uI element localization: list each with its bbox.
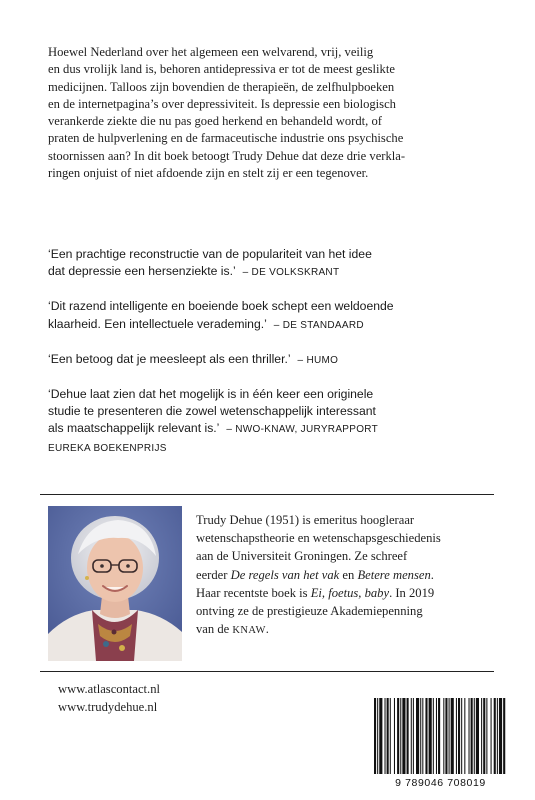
barcode-bar bbox=[458, 698, 460, 774]
review-quotes bbox=[48, 246, 500, 474]
barcode-bar bbox=[429, 698, 432, 774]
blurb-line: stoornissen aan? In dit boek betoogt Trudy Dehue dat deze drie verkla- bbox=[48, 148, 406, 163]
blurb-line: Hoewel Nederland over het algemeen een welvarend, vrij, veilig bbox=[48, 45, 374, 59]
barcode-bar bbox=[422, 698, 423, 774]
quote-source: – HUMO bbox=[297, 354, 339, 366]
author-portrait-illustration bbox=[48, 506, 182, 661]
divider-top bbox=[40, 494, 494, 495]
barcode-bar bbox=[420, 698, 421, 774]
barcode-bars bbox=[366, 694, 515, 778]
barcode-bar bbox=[433, 698, 434, 774]
bio-line: eerder bbox=[196, 567, 231, 582]
quote-source-continued: EUREKA BOEKENPRIJS bbox=[48, 442, 167, 454]
barcode-bar bbox=[425, 698, 427, 774]
quote-line: klaarheid. Een intellectuele verademing.’ bbox=[48, 316, 267, 331]
blurb-line: en de internetpagina’s over depressiviteit. Is depressie een biologisch bbox=[48, 96, 396, 111]
barcode-bar bbox=[456, 698, 457, 774]
barcode-bar bbox=[469, 698, 470, 774]
review-quote bbox=[48, 246, 500, 281]
barcode-bar bbox=[449, 698, 450, 774]
book-title: Ei, foetus, baby bbox=[310, 585, 390, 600]
blurb-line: verankerde ziekte die nu pas goed herkend en behandeld wordt, of bbox=[48, 114, 382, 129]
barcode-bar bbox=[481, 698, 482, 774]
barcode-bar bbox=[400, 698, 401, 774]
barcode-number: 9 789046 708019 bbox=[395, 777, 486, 789]
bio-line: aan de Universiteit Groningen. Ze schreef bbox=[196, 549, 408, 564]
barcode-bar bbox=[486, 698, 487, 774]
quote-line: ‘Dehue laat zien dat het mogelijk is in één keer een originele bbox=[48, 387, 374, 402]
quote-line: dat depressie een hersenziekte is.’ bbox=[48, 264, 236, 279]
barcode-bar bbox=[413, 698, 414, 774]
barcode-bar bbox=[394, 698, 395, 774]
website-link-publisher[interactable]: www.atlascontact.nl bbox=[58, 682, 160, 696]
author-photo bbox=[48, 506, 182, 661]
barcode-bar bbox=[445, 698, 447, 774]
barcode-bar bbox=[390, 698, 391, 774]
barcode-bar bbox=[476, 698, 479, 774]
barcode-bar bbox=[471, 698, 473, 774]
barcode-bar bbox=[503, 698, 505, 774]
book-title: De regels van het vak bbox=[230, 567, 340, 582]
barcode-bar bbox=[483, 698, 485, 774]
barcode-bar bbox=[474, 698, 475, 774]
barcode-bar bbox=[387, 698, 389, 774]
barcode-bar bbox=[451, 698, 454, 774]
bio-line: van de bbox=[196, 622, 233, 637]
bio-line: wetenschapstheorie en wetenschapsgeschiedenis bbox=[196, 531, 441, 546]
barcode-bar bbox=[385, 698, 386, 774]
barcode-bar bbox=[416, 698, 419, 774]
website-link-author[interactable]: www.trudydehue.nl bbox=[58, 699, 158, 714]
barcode-bar bbox=[374, 698, 376, 774]
quote-line: ‘Een prachtige reconstructie van de populariteit van het idee bbox=[48, 247, 372, 261]
quote-line: ‘Dit razend intelligente en boeiende boek schept een weldoende bbox=[48, 299, 394, 314]
barcode-bar bbox=[494, 698, 496, 774]
barcode-bar bbox=[436, 698, 437, 774]
quote-source: – DE STANDAARD bbox=[273, 319, 364, 331]
divider-bottom bbox=[40, 671, 494, 672]
blurb-line: medicijnen. Talloos zijn bovendien de therapieën, de zelfhulpboeken bbox=[48, 79, 395, 94]
review-quote bbox=[48, 386, 500, 457]
barcode-bar bbox=[397, 698, 399, 774]
bio-line: Haar recentste boek is bbox=[196, 585, 311, 600]
isbn-barcode bbox=[366, 694, 515, 800]
review-quote bbox=[48, 298, 500, 333]
quote-source: – DE VOLKSKRANT bbox=[242, 267, 340, 279]
barcode-bar bbox=[402, 698, 405, 774]
bio-text: . In 2019 bbox=[389, 585, 435, 600]
review-quote bbox=[48, 351, 500, 369]
blurb-line: ringen onjuist of niet afdoende zijn en stelt zij er een tegenover. bbox=[48, 166, 369, 181]
blurb-line: praten de hulpverlening en de farmaceutische industrie ons psychische bbox=[48, 131, 404, 146]
barcode-bar bbox=[464, 698, 465, 774]
barcode-bar bbox=[491, 698, 492, 774]
barcode-bar bbox=[443, 698, 444, 774]
barcode-bar bbox=[438, 698, 440, 774]
quote-line: ‘Een betoog dat je meesleept als een thriller.’ bbox=[48, 351, 291, 366]
barcode-bar bbox=[461, 698, 462, 774]
bio-text: en bbox=[339, 567, 358, 582]
barcode-bar bbox=[377, 698, 378, 774]
bio-text: . bbox=[265, 622, 269, 637]
quote-line: als maatschappelijk relevant is.’ bbox=[48, 421, 219, 436]
barcode-bar bbox=[411, 698, 412, 774]
barcode-bar bbox=[379, 698, 382, 774]
back-cover-blurb bbox=[48, 44, 496, 182]
bio-text: . bbox=[430, 567, 434, 582]
quote-line: studie te presenteren die zowel wetenschappelijk interessant bbox=[48, 404, 376, 419]
author-bio bbox=[196, 511, 496, 640]
barcode-bar bbox=[499, 698, 502, 774]
bio-line: ontving ze de prestigieuze Akademiepenning bbox=[196, 604, 423, 619]
organization-name: KNAW bbox=[232, 625, 266, 637]
quote-source: – NWO-KNAW, JURYRAPPORT bbox=[226, 424, 379, 436]
website-links bbox=[58, 681, 160, 716]
barcode-bar bbox=[497, 698, 498, 774]
barcode-bar bbox=[407, 698, 409, 774]
book-title: Betere mensen bbox=[357, 567, 431, 582]
blurb-line: en dus vrolijk land is, behoren antidepressiva er tot de meest geslikte bbox=[48, 62, 395, 77]
bio-line: Trudy Dehue (1951) is emeritus hoogleraar bbox=[196, 513, 415, 527]
